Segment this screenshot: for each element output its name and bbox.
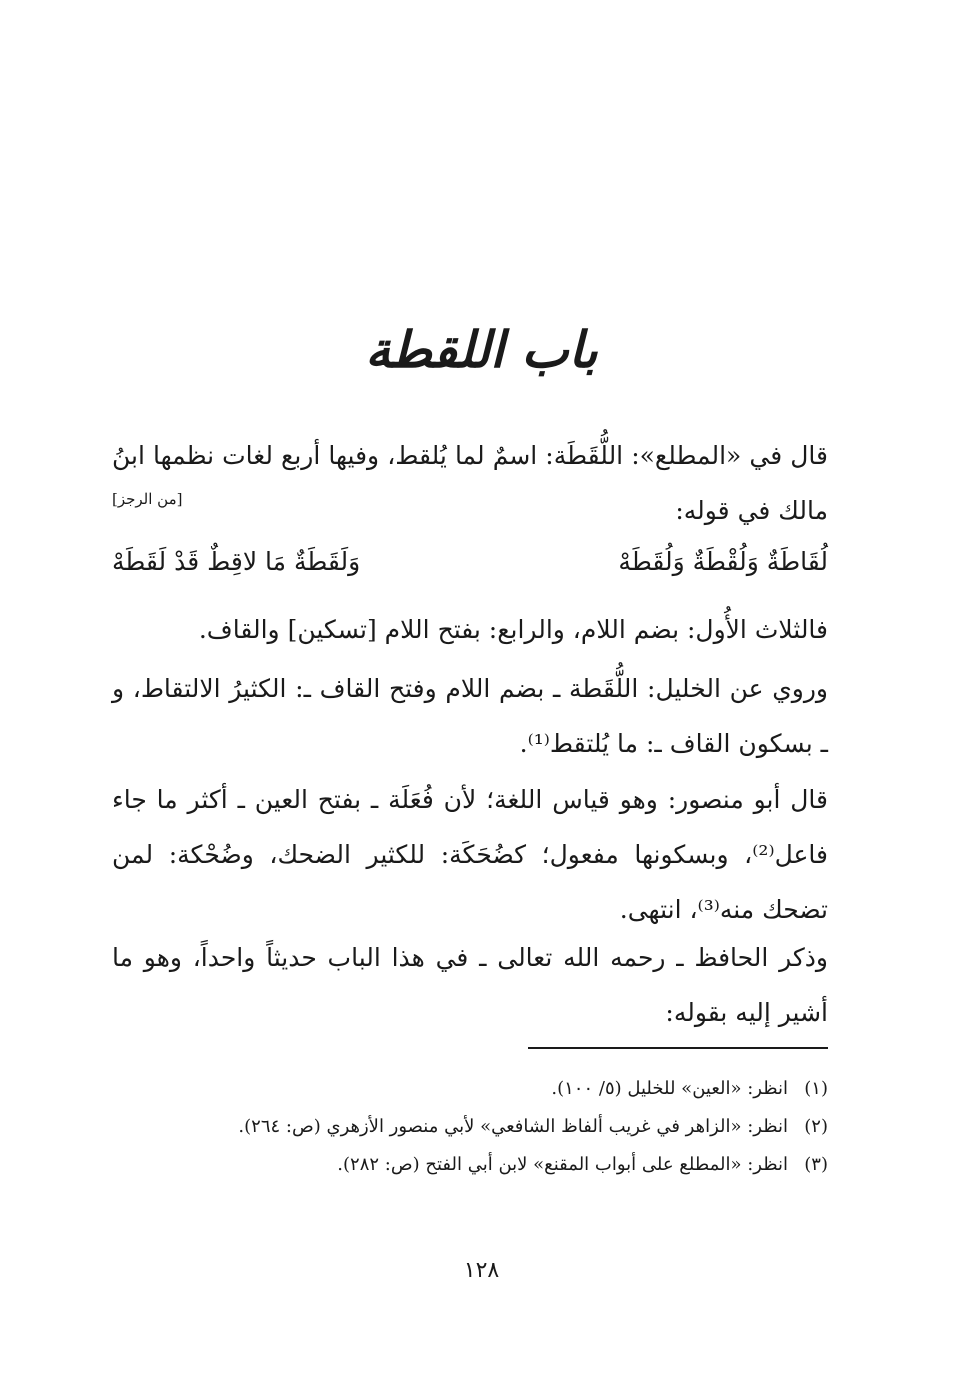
paragraph-khalil: وروي عن الخليل: اللُّقَطة ـ بضم اللام وفتح القاف ـ: الكثيرُ الالتقاط، و ـ بسكون القاف ـ: ما يُلتقط⁽¹⁾. <box>112 674 828 758</box>
footnote-separator <box>528 1047 828 1049</box>
footnote-number: (٣) <box>804 1154 828 1175</box>
footnote-text: انظر: «المطلع على أبواب المقنع» لابن أبي الفتح (ص: ٢٨٢). <box>337 1154 788 1175</box>
verse-first-hemistich: لُقَاطَةٌ وَلُقْطَةٌ وَلُقَطَهْ <box>618 547 828 576</box>
footnote-number: (١) <box>804 1078 828 1099</box>
footnote-item <box>112 1146 828 1184</box>
paragraph-hafiz: وذكر الحافظ ـ رحمه الله تعالى ـ في هذا الباب حديثاً واحداً، وهو ما أشير إليه بقوله: <box>112 943 828 1027</box>
footnote-text: انظر: «الزاهر في غريب ألفاظ الشافعي» لأبي منصور الأزهري (ص: ٢٦٤). <box>238 1116 788 1137</box>
footnote-item <box>112 1070 828 1108</box>
footnote-text: انظر: «العين» للخليل (٥/ ١٠٠). <box>551 1078 788 1099</box>
paragraph-intro: قال في «المطلع»: اللُّقَطَة: اسمٌ لما يُلقط، وفيها أربع لغات نظمها ابنُ مالك في قوله: <box>112 441 828 525</box>
paragraph-forms: فالثلاث الأُول: بضم اللام، والرابع: بفتح اللام [تسكين] والقاف. <box>198 615 828 644</box>
page-number: ١٢٨ <box>463 1258 500 1283</box>
meter-tag: [من الرجز] <box>112 490 183 508</box>
chapter-title: باب اللقطة <box>365 320 598 379</box>
poetry-verse <box>112 537 828 587</box>
paragraph-abu-mansur: قال أبو منصور: وهو قياس اللغة؛ لأن فُعَلَة ـ بفتح العين ـ أكثر ما جاء فاعل⁽²⁾، وبسكونها مفعول؛ كضُحَكَة: للكثير الضحك، وضُحْكة: لمن تضحك منه⁽³⁾، انتهى. <box>112 785 828 924</box>
footnote-number: (٢) <box>804 1116 828 1137</box>
footnote-item <box>112 1108 828 1146</box>
footnotes <box>112 1070 828 1184</box>
verse-second-hemistich: وَلَقَطَةٌ مَا لاقِطٌ قَدْ لَقَطَهْ <box>112 547 361 576</box>
